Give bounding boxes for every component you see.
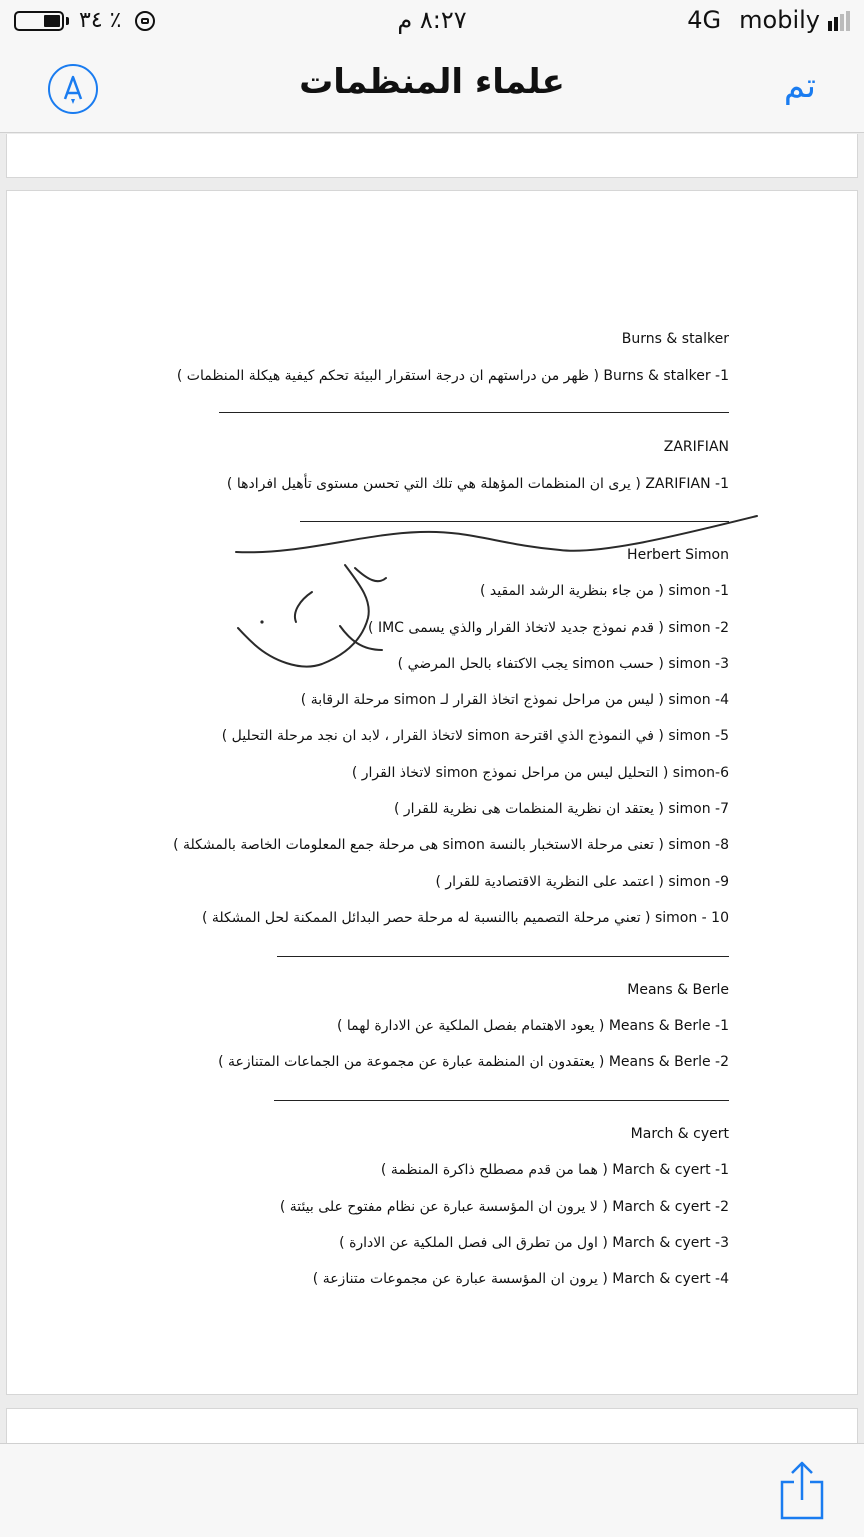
signal-icon (828, 9, 852, 31)
list-item: ‏simon -7 ( يعتقد ان نظرية المنظمات هى نظرية للقرار ) (393, 801, 729, 817)
list-item: ‏simon -5 ( في النموذج الذي اقترحة simon لاتخاذ القرار ، لابد ان نجد مرحلة التحليل ) (221, 728, 729, 744)
battery-percent: ٣٤ ٪ (79, 8, 122, 33)
list-item: ‏simon -9 ( اعتمد على النظرية الاقتصادية للقرار ) (435, 874, 729, 890)
page-title: علماء المنظمات (299, 62, 565, 102)
section-heading: Burns & stalker (621, 331, 729, 347)
list-item: ‏ZARIFIAN -1 ( يرى ان المنظمات المؤهلة هي تلك التي تحسن مستوى تأهيل افرادها ) (226, 476, 729, 492)
share-button[interactable] (776, 1460, 828, 1522)
list-item: ‏simon -8 ( تعنى مرحلة الاستخبار بالنسة simon هى مرحلة جمع المعلومات الخاصة بالمشكلة ) (173, 837, 729, 853)
list-item: ‏Burns & stalker -1 ( ظهر من دراستهم ان درجة استقرار البيئة تحكم كيفية هيكلة المنظمات ) (176, 368, 729, 384)
network-type: 4G (687, 6, 722, 34)
carrier-name: mobily (739, 6, 820, 34)
list-item: ‏Means & Berle -1 ( يعود الاهتمام بفصل الملكية عن الادارة لهما ) (336, 1018, 729, 1034)
section-heading: ZARIFIAN (663, 439, 729, 455)
divider (277, 956, 729, 957)
list-item: ‏March & cyert -4 ( يرون ان المؤسسة عبارة عن مجموعات متنازعة ) (312, 1271, 729, 1287)
list-item: ‏simon -2 ( قدم نموذج جديد لاتخاذ القرار والذي يسمى IMC ) (368, 620, 729, 636)
share-icon (776, 1460, 828, 1522)
list-item: ‏simon -1 ( من جاء بنظرية الرشد المقيد ) (479, 583, 729, 599)
list-item: ‏simon-6 ( التحليل ليس من مراحل نموذج simon لاتخاذ القرار ) (351, 765, 729, 781)
status-right (687, 6, 852, 34)
divider (274, 1100, 729, 1101)
status-time: ٨:٢٧ م (397, 6, 467, 34)
next-page[interactable] (6, 1408, 858, 1448)
list-item: ‏simon -4 ( ليس من مراحل نموذج اتخاذ القرار لـ simon مرحلة الرقابة ) (300, 692, 729, 708)
section-heading: March & cyert (630, 1126, 729, 1142)
section-heading: Means & Berle (627, 982, 729, 998)
list-item: ‏simon -3 ( حسب simon يجب الاكتفاء بالحل المرضي ) (397, 656, 729, 672)
section-heading: Herbert Simon (627, 547, 729, 563)
divider (300, 521, 729, 522)
list-item: ‏March & cyert -3 ( اول من تطرق الى فصل الملكية عن الادارة ) (339, 1235, 729, 1251)
list-item: ‏simon - 10 ( تعني مرحلة التصميم باالنسبة له مرحلة حصر البدائل الممكنة لحل المشكلة ) (201, 910, 729, 926)
done-button[interactable]: تم (783, 66, 816, 106)
bottom-toolbar (0, 1443, 864, 1537)
divider (219, 412, 729, 413)
list-item: ‏March & cyert -2 ( لا يرون ان المؤسسة عبارة عن نظام مفتوح على بيئتة ) (279, 1199, 729, 1215)
status-bar (0, 0, 864, 44)
list-item: ‏Means & Berle -2 ( يعتقدون ان المنظمة عبارة عن مجموعة من الجماعات المتنازعة ) (218, 1054, 729, 1070)
previous-page[interactable] (6, 134, 858, 178)
list-item: ‏March & cyert -1 ( هما من قدم مصطلح ذاكرة المنظمة ) (380, 1162, 729, 1178)
navigation-bar (0, 44, 864, 133)
